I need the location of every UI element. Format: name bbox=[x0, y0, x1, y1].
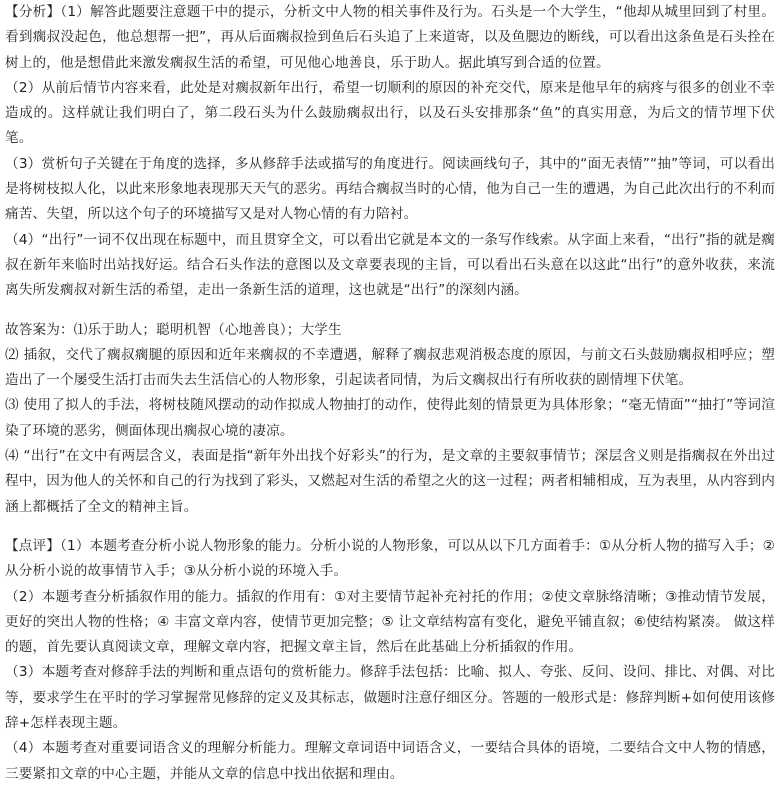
answer-paragraph-2: ⑵ 插叙，交代了瘸叔瘸腿的原因和近年来瘸叔的不幸遭遇，解释了瘸叔悲观消极态度的原因，与前文石头鼓励瘸叔相呼应；塑造出了一个屡受生活打击而失去生活信心的人物形象，引起读者同情，为后文瘸叔出行有所收获的剧情埋下伏笔。 bbox=[5, 346, 775, 389]
comment-paragraph-2: （2）本题考查分析插叙作用的能力。插叙的作用有：①对主要情节起补充衬托的作用；②使文章脉络清晰；③推动情节发展，更好的突出人物的性格；④ 丰富文章内容，使情节更加完整；⑤ 让文章结构富有变化，避免平铺直叙；⑥使结构紧凑。 做这样的题，首先要认真阅读文章，理解文章内容，把握文章主旨，然后在此基础上分析插叙的作用。 bbox=[5, 588, 775, 656]
comment-paragraph-4: （4）本题考查对重要词语含义的理解分析能力。理解文章词语中词语含义，一要结合具体的语境，二要结合文中人物的情感，三要紧扣文章的中心主题，并能从文章的信息中找出依据和理由。 bbox=[5, 740, 775, 782]
analysis-paragraph-2: （2）从前后情节内容来看，此处是对瘸叔新年出行，希望一切顺利的原因的补充交代，原来是他早年的病疼与很多的创业不幸造成的。这样就让我们明白了，第二段石头为什么鼓励瘸叔出行，以及石头安排那条“鱼”的真实用意，为后文的情节埋下伏笔。 bbox=[5, 79, 775, 147]
comment-paragraph-1: 【点评】（1）本题考查分析小说人物形象的能力。分析小说的人物形象，可以从以下几方面着手：①从分析人物的描写入手；②从分析小说的故事情节入手；③从分析小说的环境入手。 bbox=[5, 537, 775, 580]
comment-section bbox=[5, 534, 775, 787]
answer-paragraph-3: ⑶ 使用了拟人的手法，将树枝随风摆动的动作拟成人物抽打的动作，使得此刻的情景更为具体形象；“毫无情面”“抽打”等词渲染了环境的恶劣，侧面体现出瘸叔心境的凄凉。 bbox=[5, 397, 775, 439]
answer-paragraph-1: 故答案为：⑴乐于助人；聪明机智（心地善良）；大学生 bbox=[5, 321, 342, 338]
analysis-section bbox=[5, 0, 775, 304]
analysis-paragraph-1: 【分析】（1）解答此题要注意题干中的提示，分析文中人物的相关事件及行为。石头是一个大学生，“他却从城里回到了村里。看到瘸叔没起色，他总想帮一把”，再从后面瘸叔捡到鱼后石头追了上来道寄，以及鱼腮边的断线，可以看出这条鱼是石头拴在树上的，他是想借此来激发瘸叔生活的希望，可见他心地善良，乐于助人。据此填写到合适的位置。 bbox=[5, 4, 775, 71]
answer-paragraph-4: ⑷ “出行”在文中有两层含义，表面是指“新年外出找个好彩头”的行为，是文章的主要叙事情节；深层含义则是指瘸叔在外出过程中，因为他人的关怀和自己的行为找到了彩头，又燃起对生活的希望之火的这一过程；两者相辅相成，互为表里，从内容到内涵上都概括了全文的精神主旨。 bbox=[5, 448, 775, 515]
analysis-paragraph-3: （3）赏析句子关键在于角度的选择，多从修辞手法或描写的角度进行。阅读画线句子，其中的“面无表情”“抽”等词，可以看出是将树枝拟人化，以此来形象地表现那天天气的恶劣。再结合瘸叔当时的心情，他为自己一生的遭遇，为自己此次出行的不利而痛苦、失望，所以这个句子的环境描写又是对人物心情的有力陪衬。 bbox=[5, 155, 775, 223]
comment-paragraph-3: （3）本题考查对修辞手法的判断和重点语句的赏析能力。修辞手法包括：比喻、拟人、夸张、反问、设问、排比、对偶、对比等，要求学生在平时的学习掌握常见修辞的定义及其标志，做题时注意仔细区分。答题的一般形式是：修辞判断+如何使用该修辞+怎样表现主题。 bbox=[5, 664, 775, 732]
answer-section bbox=[5, 318, 775, 520]
analysis-paragraph-4: （4）“出行”一词不仅出现在标题中，而且贯穿全文，可以看出它就是本文的一条写作线索。从字面上来看，“出行”指的就是瘸叔在新年来临时出站找好运。结合石头作法的意图以及文章要表现的主旨，可以看出石头意在以这此“出行”的意外收获，来流离失所发瘸叔对新生活的希望，走出一条新生活的道理，这也就是“出行”的深刻内涵。 bbox=[5, 231, 775, 299]
